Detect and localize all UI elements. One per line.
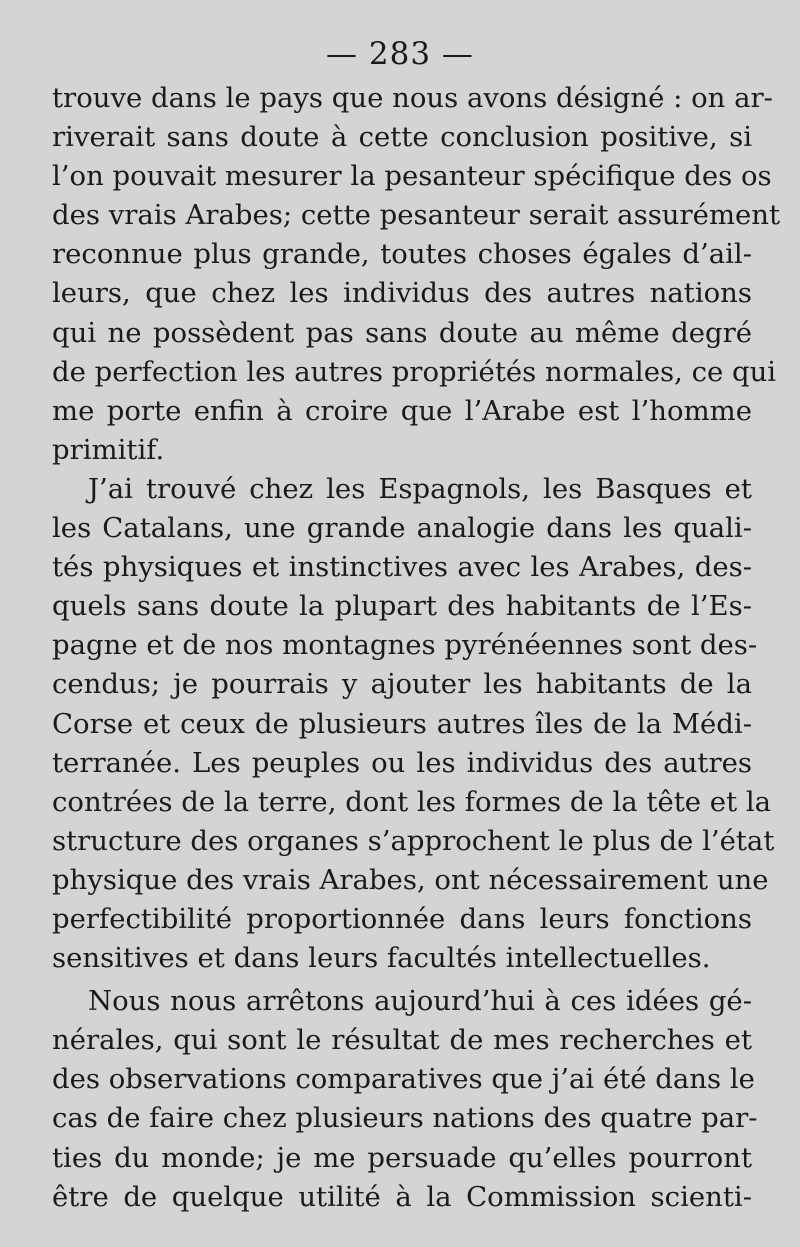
- page-number: — 283 —: [326, 36, 474, 72]
- text-line: sensitives et dans leurs facultés intellectuelles.: [52, 942, 711, 975]
- text-line: les Catalans, une grande analogie dans les quali-: [52, 512, 752, 545]
- text-line: reconnue plus grande, toutes choses égales d’ail-: [52, 238, 752, 271]
- text-line: être de quelque utilité à la Commission scienti-: [52, 1180, 752, 1213]
- text-line: trouve dans le pays que nous avons désigné : on ar-: [52, 82, 773, 114]
- text-line: Corse et ceux de plusieurs autres îles de la Médi-: [52, 707, 752, 740]
- paragraph-start-line: J’ai trouvé chez les Espagnols, les Basques et: [88, 472, 752, 505]
- text-line: qui ne possèdent pas sans doute au même degré: [52, 316, 752, 349]
- text-line: l’on pouvait mesurer la pesanteur spécifique des os: [52, 160, 772, 193]
- text-line: pagne et de nos montagnes pyrénéennes sont des-: [52, 629, 758, 662]
- text-line: cas de faire chez plusieurs nations des quatre par-: [52, 1102, 758, 1135]
- text-line: perfectibilité proportionnée dans leurs fonctions: [52, 902, 752, 935]
- text-line: contrées de la terre, dont les formes de la tête et la: [52, 785, 772, 818]
- text-line: riverait sans doute à cette conclusion positive, si: [52, 121, 752, 154]
- text-line: me porte enfin à croire que l’Arabe est l’homme: [52, 394, 752, 427]
- text-line: nérales, qui sont le résultat de mes recherches et: [52, 1024, 752, 1057]
- text-line: primitif.: [52, 433, 165, 466]
- text-line: physique des vrais Arabes, ont nécessairement une: [52, 863, 769, 896]
- text-line: cendus; je pourrais y ajouter les habitants de la: [52, 668, 752, 701]
- text-line: tés physiques et instinctives avec les Arabes, des-: [52, 551, 752, 584]
- text-line: leurs, que chez les individus des autres nations: [52, 277, 752, 310]
- body-text: [52, 79, 781, 1217]
- text-line: quels sans doute la plupart des habitants de l’Es-: [52, 590, 752, 623]
- text-line: des observations comparatives que j’ai été dans le: [52, 1063, 755, 1096]
- text-line: ties du monde; je me persuade qu’elles pourront: [52, 1141, 752, 1174]
- paragraph-start-line: Nous nous arrêtons aujourd’hui à ces idées gé-: [88, 985, 752, 1018]
- text-line: de perfection les autres propriétés normales, ce qui: [52, 355, 777, 388]
- text-line: des vrais Arabes; cette pesanteur serait assurément: [52, 199, 781, 232]
- text-line: terranée. Les peuples ou les individus des autres: [52, 746, 752, 779]
- text-line: structure des organes s’approchent le plus de l’état: [52, 824, 775, 857]
